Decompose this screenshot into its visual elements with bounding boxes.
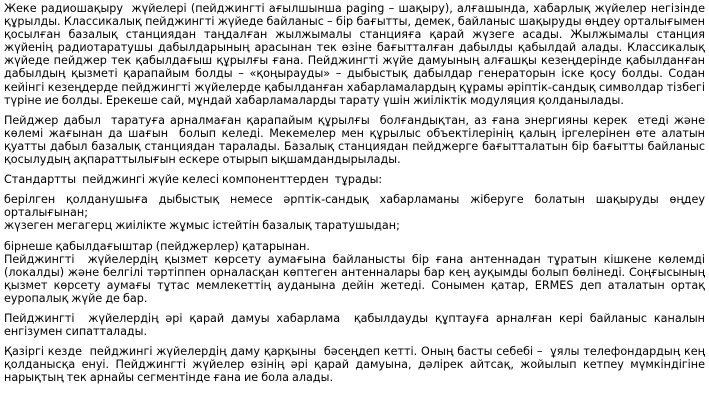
component-pagers: бірнеше қабылдағыштар (пейджерлер) қатарынан. [4,239,310,253]
paragraph-components-intro: Стандартты пейджингі жүйе келесі компоненттерден тұрады: [4,173,383,187]
component-base-transmitter: жүзеген мегагерц жиілікте жұмыс істейтін базалық таратушыдан; [4,219,400,233]
paragraph-service-area: Пейджингті жүйелердің қызмет көрсету аумағына байланысты бір ғана антеннадан тұратын кішкене көлемді (локалды) және белгілі тәртіппен орналасқан көптеген антенналары бар кең ауқымды болып бөлінеді. Соңғысының қызмет көрсету аумағы тұтас мемлекеттің ауданына дейін жетеді. Сонымен қатар, ERMES деп аталатын ортақ еуропалық жүйе де бар. [4,252,709,305]
paragraph-paging-history: Жеке радиошақыру жүйелері (пейджингті ағылшынша paging – шақыру), алғашында, хабарлық жүйелер негізінде құрылды. Классикалық пейджингті жүйеде байланыс – бір бағытты, демек, байланыс шақыруды өңдеу орталығымен қосылған базалық станциядан таңдалған жылжымалы станцияға қарай жүзеге асады. Жылжымалы станция жүйенің радиотаратушы дабылдарының арасынан тек өзіне бағытталған дабылды қабылдай алады. Классикалық жүйеде пейджер тек қабылдағыш құрылғы ғана. Пейджингті жүйе дамуының алғашқы кезеңдерінде қабылданған дабылдың қызметі қарапайым болды – «қоңырауды» – дыбыстық дабылдар генераторын іске қосу болды. Содан кейінгі кезеңдерде пейджингті жүйелерде қабылданған хабарламалардың құрамы әріптік-сандық символдар тізбегі түріне ие болды. Ерекеше сай, мұндай хабарламаларды тарату үшін жиіліктік модуляция қолданылады. [4,2,709,107]
paragraph-current-state: Қазіргі кезде пейджингі жүйелердің даму қарқыны бәсеңдеп кетті. Оның басты себебі – ұялы телефондардың кең қолданысқа енуі. Пейджингті жүйелер өзінің әрі қарай дамуына, дәлірек айтсақ, жойылып кетпеу мүмкіндігіне нарықтың тек арнайы сегментінде ғана ие бола алады. [4,345,709,385]
component-processing-center: берілген қолданушыға дыбыстық немесе әрптік-сандық хабарламаны жіберуге болатын шақыруды өңдеу орталығынан; [4,193,709,220]
paragraph-feedback-channel: Пейджингті жүйелердің әрі қарай дамуы хабарлама қабылдауды құптауға арналған кері байланыс каналын енгізумен сипатталады. [4,311,709,339]
paragraph-pager-device: Пейджер дабыл таратуға арналмаған қарапайым құрылғы болғандықтан, аз ғана энергияны керек етеді және көлемі жағынан да шағын болып келеді. Мекемелер мен құрылыс объектілерінің қалың іргелерінен өте алатын қуатты дабыл базалық станциядан таралады. Базалық станциядан пейджерге бағытталатын бір бағытты байланыс қосылудың ақпараттылығын ескере отырып ықшамдандырылады. [4,113,709,167]
